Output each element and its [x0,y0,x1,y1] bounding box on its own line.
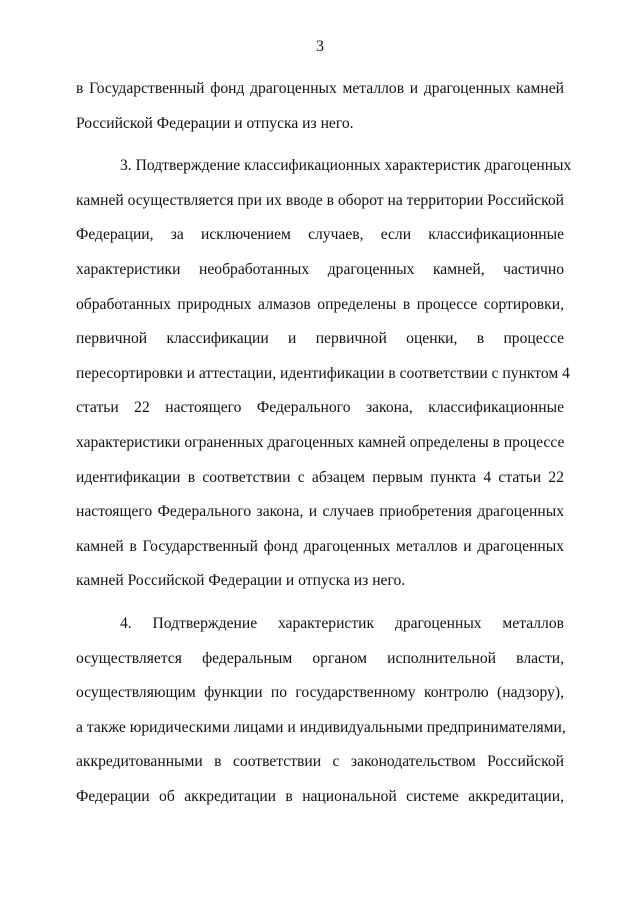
document-body [76,72,572,814]
text-line: 4. Подтверждение характеристик драгоценных металлов [120,614,564,632]
text-line: статьи 22 настоящего Федерального закона, классификационные [76,399,564,417]
paragraph-item-4 [76,607,564,815]
text-line: Федерации, за исключением случаев, если классификационные [76,226,564,244]
text-line: камней в Государственный фонд драгоценных металлов и драгоценных [76,537,564,555]
text-line: камней осуществляется при их вводе в оборот на территории Российской [76,191,564,209]
text-line: настоящего Федерального закона, и случаев приобретения драгоценных [76,503,564,521]
paragraph-item-3 [76,149,572,599]
text-line: характеристики ограненных драгоценных камней определены в процессе [76,433,565,451]
text-line: Федерации об аккредитации в национальной системе аккредитации, [76,787,564,805]
text-line: идентификации в соответствии с абзацем первым пункта 4 статьи 22 [76,468,564,486]
text-line: Российской Федерации и отпуска из него. [76,114,354,132]
text-line: в Государственный фонд драгоценных металлов и драгоценных камней [76,80,564,97]
text-line: а также юридическими лицами и индивидуальными предпринимателями, [76,718,566,736]
text-line: осуществляющим функции по государственному контролю (надзору), [76,684,564,702]
text-line: осуществляется федеральным органом исполнительной власти, [76,649,564,667]
paragraph-continuation [76,72,564,141]
text-line: пересортировки и аттестации, идентификации в соответствии с пунктом 4 [76,364,570,382]
text-line: аккредитованными в соответствии с законодательством Российской [76,753,564,771]
text-line: обработанных природных алмазов определены в процессе сортировки, [76,295,564,313]
page-number: 3 [316,38,324,55]
text-line: камней Российской Федерации и отпуска из него. [76,572,406,590]
text-line: первичной классификации и первичной оценки, в процессе [76,330,564,348]
text-line: 3. Подтверждение классификационных характеристик драгоценных [120,157,572,175]
text-line: характеристики необработанных драгоценных камней, частично [76,260,564,278]
